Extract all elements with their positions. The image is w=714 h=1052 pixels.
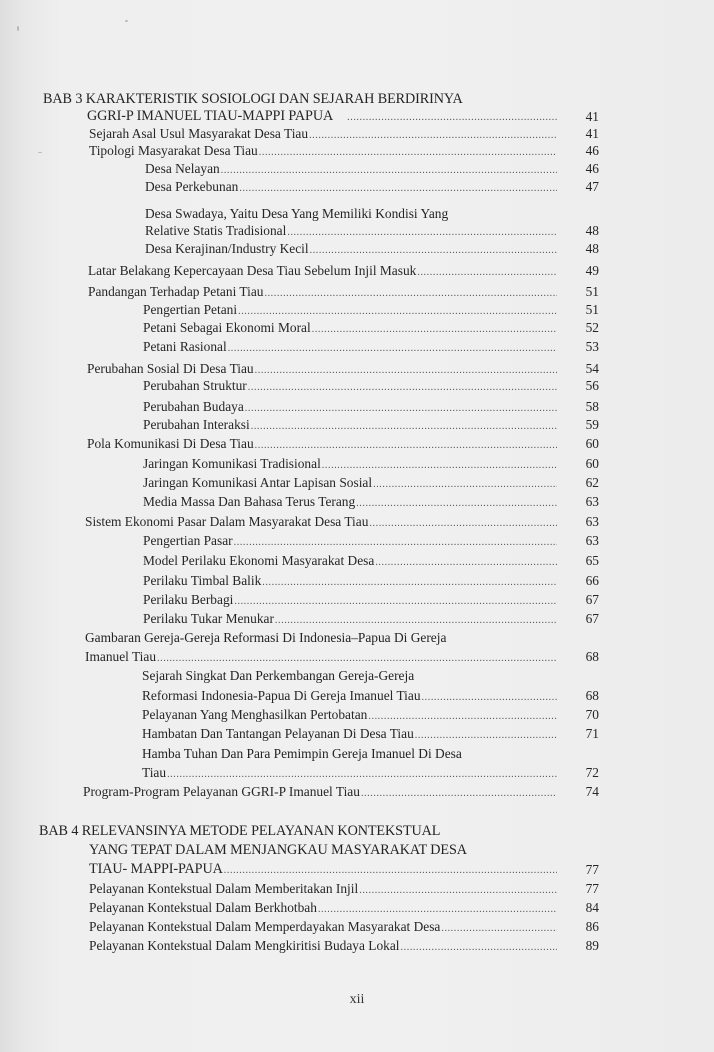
toc-entry[interactable] [143, 398, 557, 415]
chapter-4-title-line-3[interactable] [89, 861, 557, 878]
toc-entry[interactable] [143, 416, 557, 433]
leader-dots [375, 554, 557, 571]
toc-entry[interactable] [143, 377, 557, 394]
leader-dots [251, 418, 557, 435]
toc-page-number: 65 [585, 553, 599, 568]
toc-label: Perubahan Budaya [143, 399, 244, 414]
toc-label: Perubahan Struktur [143, 378, 247, 393]
scan-speck [125, 20, 128, 22]
toc-label: Relative Statis Tradisional [145, 223, 287, 238]
toc-label: Petani Sebagai Ekonomi Moral [143, 320, 311, 335]
toc-label: Imanuel Tiau [85, 649, 157, 664]
toc-page-number: 70 [585, 707, 599, 722]
toc-label: Latar Belakang Kepercayaan Desa Tiau Sebelum Injil Masuk [88, 263, 417, 278]
toc-page-number: 89 [585, 938, 599, 953]
toc-entry[interactable] [89, 937, 557, 954]
toc-label: Pelayanan Kontekstual Dalam Berkhotbah [89, 900, 317, 915]
toc-entry-wrapped-line[interactable] [142, 667, 414, 684]
toc-page-number: 53 [585, 339, 599, 354]
toc-page-number: 48 [585, 223, 599, 238]
toc-page-number: 77 [585, 862, 599, 877]
toc-entry[interactable] [142, 706, 557, 723]
toc-page-number: 68 [585, 688, 599, 703]
leader-dots [234, 534, 557, 551]
toc-page-number: 86 [585, 919, 599, 934]
chapter-3-title-line-2[interactable] [87, 108, 557, 125]
toc-label: Model Perilaku Ekonomi Masyarakat Desa [143, 553, 375, 568]
toc-entry[interactable] [89, 142, 557, 159]
toc-entry[interactable] [145, 160, 557, 177]
toc-label: Media Massa Dan Bahasa Terus Terang [143, 494, 356, 509]
toc-label: Sistem Ekonomi Pasar Dalam Masyarakat Desa Tiau [85, 514, 369, 529]
leader-dots [356, 495, 557, 512]
toc-page-number: 59 [585, 417, 599, 432]
toc-label: Sejarah Asal Usul Masyarakat Desa Tiau [89, 126, 309, 141]
page-number-footer: xii [349, 992, 365, 1007]
toc-entry[interactable] [89, 899, 557, 916]
toc-entry[interactable] [85, 648, 557, 665]
leader-dots [322, 457, 557, 474]
toc-label: Pelayanan Yang Menghasilkan Pertobatan [142, 707, 368, 722]
leader-dots [359, 882, 557, 899]
toc-entry[interactable] [143, 319, 557, 336]
toc-label: Perubahan Interaksi [143, 417, 250, 432]
leader-dots [310, 242, 557, 259]
toc-entry[interactable] [143, 301, 557, 318]
toc-page-number: 71 [585, 726, 599, 741]
toc-entry[interactable] [89, 880, 557, 897]
leader-dots [361, 785, 557, 802]
toc-entry-wrapped-line[interactable] [85, 629, 446, 646]
leader-dots [262, 574, 557, 591]
leader-dots [275, 612, 557, 629]
toc-page-number: 41 [585, 126, 599, 141]
toc-page-number: 48 [585, 241, 599, 256]
toc-label: Hambatan Dan Tantangan Pelayanan Di Desa Tiau [142, 726, 414, 741]
toc-page-number: 54 [585, 361, 599, 376]
leader-dots [264, 285, 557, 302]
toc-label: Perubahan Sosial Di Desa Tiau [87, 361, 254, 376]
toc-label: Sejarah Singkat Dan Perkembangan Gereja-Gereja [142, 668, 415, 683]
toc-entry[interactable] [145, 222, 557, 239]
toc-label: Pandangan Terhadap Petani Tiau [88, 284, 264, 299]
toc-page-number: 84 [585, 900, 599, 915]
toc-label: Desa Kerajinan/Industry Kecil [145, 241, 309, 256]
toc-page-number: 74 [585, 784, 599, 799]
leader-dots [221, 162, 557, 179]
toc-page-number: 46 [585, 143, 599, 158]
toc-entry-wrapped-line[interactable] [142, 745, 462, 762]
scan-speck [38, 152, 42, 153]
toc-entry[interactable] [143, 572, 557, 589]
toc-page-number: 51 [585, 302, 599, 317]
toc-entry[interactable] [89, 125, 557, 142]
toc-label: Perilaku Timbal Balik [143, 573, 262, 588]
leader-dots [369, 515, 557, 532]
toc-label: Jaringan Komunikasi Tradisional [143, 456, 321, 471]
toc-entry[interactable] [143, 532, 557, 549]
toc-entry[interactable] [143, 338, 557, 355]
leader-dots [373, 476, 557, 493]
chapter-4-title-line-2 [89, 842, 467, 859]
leader-dots [228, 340, 557, 357]
toc-label: Pengertian Pasar [143, 533, 233, 548]
leader-dots [417, 264, 557, 281]
toc-page-number: 49 [585, 263, 599, 278]
leader-dots [238, 303, 557, 320]
leader-dots [441, 920, 557, 937]
leader-dots [234, 593, 557, 610]
toc-page-number: 63 [585, 514, 599, 529]
toc-entry[interactable] [143, 610, 557, 627]
toc-entry[interactable] [143, 552, 557, 569]
toc-label: Perilaku Tukar Menukar [143, 611, 274, 626]
toc-label: Reformasi Indonesia-Papua Di Gereja Imanuel Tiau [142, 688, 421, 703]
toc-entry[interactable] [87, 435, 557, 452]
leader-dots [368, 708, 557, 725]
toc-entry[interactable] [142, 764, 557, 781]
leader-dots [422, 689, 557, 706]
toc-page-number: 58 [585, 399, 599, 414]
toc-entry[interactable] [145, 178, 557, 195]
toc-entry[interactable] [142, 687, 557, 704]
toc-page-number: 68 [585, 649, 599, 664]
toc-page-number: 63 [585, 494, 599, 509]
toc-page-number: 72 [585, 765, 599, 780]
toc-label: Pelayanan Kontekstual Dalam Memberitakan Injil [89, 881, 359, 896]
toc-page-number: 60 [585, 436, 599, 451]
toc-page-number: 62 [585, 475, 599, 490]
scan-speck [17, 26, 19, 31]
toc-entry[interactable] [89, 918, 557, 935]
leader-dots [224, 862, 557, 879]
leader-dots [157, 650, 557, 667]
chapter-4-title-text: YANG TEPAT DALAM MENJANGKAU MASYARAKAT DESA [89, 842, 467, 858]
toc-label: TIAU- MAPPI-PAPUA [89, 861, 223, 877]
toc-label: Pola Komunikasi Di Desa Tiau [87, 436, 254, 451]
toc-entry[interactable] [142, 725, 557, 742]
toc-label: Desa Swadaya, Yaitu Desa Yang Memiliki Kondisi Yang [145, 206, 449, 221]
leader-dots [167, 766, 557, 783]
toc-label: Perilaku Berbagi [143, 592, 234, 607]
chapter-3-title-line-1: BAB 3 KARAKTERISTIK SOSIOLOGI DAN SEJARAH BERDIRINYA [43, 91, 463, 107]
toc-page-number: 47 [585, 179, 599, 194]
toc-entry[interactable] [143, 474, 557, 491]
chapter-4-title [39, 823, 440, 840]
toc-label: Gambaran Gereja-Gereja Reformasi Di Indonesia–Papua Di Gereja [85, 630, 447, 645]
leader-dots [245, 400, 557, 417]
toc-entry[interactable] [143, 493, 557, 510]
toc-label: Desa Nelayan [145, 161, 220, 176]
leader-dots [287, 224, 557, 241]
toc-label: Desa Perkebunan [145, 179, 239, 194]
toc-page-number: 56 [585, 378, 599, 393]
toc-page-number: 66 [585, 573, 599, 588]
toc-page-number: 67 [585, 592, 599, 607]
toc-label: Pelayanan Kontekstual Dalam Memperdayakan Masyarakat Desa [89, 919, 441, 934]
toc-label: Program-Program Pelayanan GGRI-P Imanuel Tiau [83, 784, 360, 799]
toc-label: Tipologi Masyarakat Desa Tiau [89, 143, 258, 158]
toc-entry-wrapped-line[interactable] [145, 205, 448, 222]
toc-page-number: 46 [585, 161, 599, 176]
leader-dots [401, 939, 557, 956]
toc-page-number: 63 [585, 533, 599, 548]
leader-dots [318, 901, 557, 918]
leader-dots [239, 180, 557, 197]
toc-entry[interactable] [143, 455, 557, 472]
toc-page-number: 41 [585, 109, 599, 124]
toc-entry[interactable] [88, 283, 557, 300]
toc-entry[interactable] [83, 783, 557, 800]
leader-dots [347, 109, 557, 126]
chapter-3-title [43, 91, 463, 108]
toc-label: Hamba Tuhan Dan Para Pemimpin Gereja Imanuel Di Desa [142, 746, 462, 761]
toc-label: Pelayanan Kontekstual Dalam Mengkiritisi Budaya Lokal [89, 938, 400, 953]
leader-dots [415, 727, 557, 744]
toc-label: Jaringan Komunikasi Antar Lapisan Sosial [143, 475, 373, 490]
toc-page-number: 51 [585, 284, 599, 299]
toc-entry[interactable] [143, 591, 557, 608]
toc-page-number: 60 [585, 456, 599, 471]
toc-label: GGRI-P IMANUEL TIAU-MAPPI PAPUA [87, 108, 334, 124]
leader-dots [255, 437, 557, 454]
toc-label: Petani Rasional [143, 339, 227, 354]
toc-page-number: 67 [585, 611, 599, 626]
toc-entry[interactable] [87, 360, 557, 377]
leader-dots [312, 321, 557, 338]
toc-entry[interactable] [145, 240, 557, 257]
leader-dots [259, 144, 557, 161]
toc-entry[interactable] [85, 513, 557, 530]
toc-page-number: 52 [585, 320, 599, 335]
chapter-4-title-line-1: BAB 4 RELEVANSINYA METODE PELAYANAN KONTEKSTUAL [39, 823, 441, 839]
toc-page-number: 77 [585, 881, 599, 896]
toc-label: Tiau [142, 765, 167, 780]
leader-dots [248, 379, 557, 396]
toc-label: Pengertian Petani [143, 302, 238, 317]
toc-entry[interactable] [88, 262, 557, 279]
